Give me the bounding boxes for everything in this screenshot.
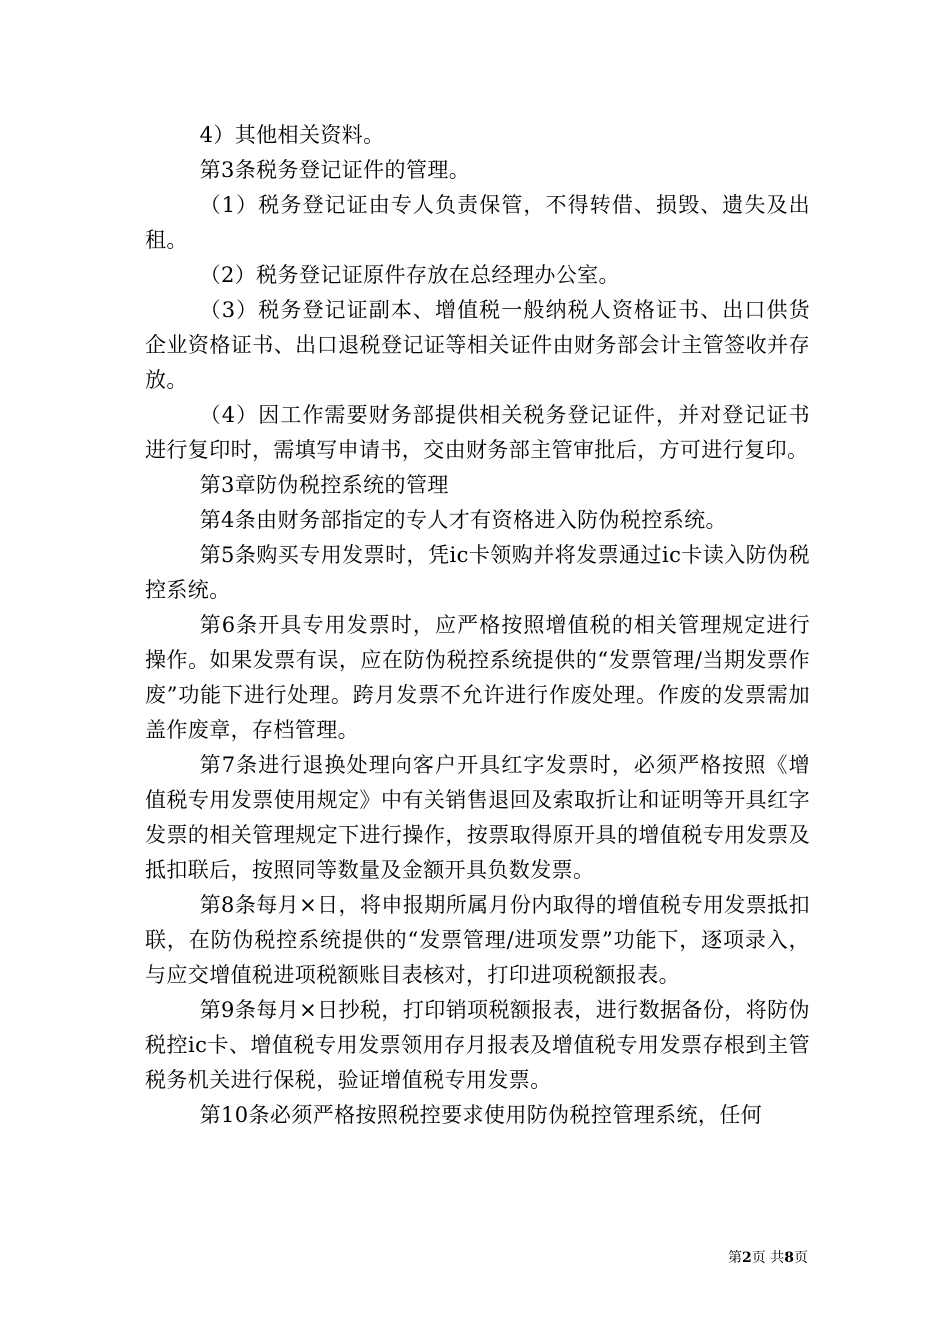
page-footer xyxy=(728,1247,808,1267)
document-body xyxy=(145,118,810,1133)
footer-suffix: 页 xyxy=(794,1250,808,1266)
paragraph-10: 第7条进行退换处理向客户开具红字发票时，必须严格按照《增值税专用发票使用规定》中有关销售退回及索取折让和证明等开具红字发票的相关管理规定下进行操作，按票取得原开具的增值税专用发票及抵扣联后，按照同等数量及金额开具负数发票。 xyxy=(145,753,810,882)
footer-current-page: 2 xyxy=(742,1250,752,1266)
paragraph-6: （4）因工作需要财务部提供相关税务登记证件，并对登记证书进行复印时，需填写申请书，交由财务部主管审批后，方可进行复印。 xyxy=(145,403,810,462)
paragraph-5: （3）税务登记证副本、增值税一般纳税人资格证书、出口供货企业资格证书、出口退税登记证等相关证件由财务部会计主管签收并存放。 xyxy=(145,298,810,392)
paragraph-4: （2）税务登记证原件存放在总经理办公室。 xyxy=(199,263,620,287)
paragraph-7: 第4条由财务部指定的专人才有资格进入防伪税控系统。 xyxy=(199,508,727,532)
paragraph-1: 4）其他相关资料。 xyxy=(199,123,385,147)
chapter-heading: 第3章防伪税控系统的管理 xyxy=(199,473,449,497)
paragraph-11: 第8条每月×日，将申报期所属月份内取得的增值税专用发票抵扣联，在防伪税控系统提供的“发票管理/进项发票”功能下，逐项录入，与应交增值税进项税额账目表核对，打印进项税额报表。 xyxy=(145,893,810,987)
paragraph-13: 第10条必须严格按照税控要求使用防伪税控管理系统，任何 xyxy=(199,1103,763,1127)
paragraph-12: 第9条每月×日抄税，打印销项税额报表，进行数据备份，将防伪税控ic卡、增值税专用发票领用存月报表及增值税专用发票存根到主管税务机关进行保税，验证增值税专用发票。 xyxy=(145,998,810,1092)
footer-prefix: 第 xyxy=(728,1250,743,1266)
paragraph-2: 第3条税务登记证件的管理。 xyxy=(199,158,471,182)
paragraph-9: 第6条开具专用发票时，应严格按照增值税的相关管理规定进行操作。如果发票有误，应在防伪税控系统提供的“发票管理/当期发票作废”功能下进行处理。跨月发票不允许进行作废处理。作废的发票需加盖作废章，存档管理。 xyxy=(145,613,810,742)
paragraph-3: （1）税务登记证由专人负责保管，不得转借、损毁、遗失及出租。 xyxy=(145,193,810,252)
footer-total-pages: 8 xyxy=(784,1250,794,1266)
footer-middle: 页 共 xyxy=(751,1250,785,1266)
paragraph-8: 第5条购买专用发票时，凭ic卡领购并将发票通过ic卡读入防伪税控系统。 xyxy=(145,543,810,602)
